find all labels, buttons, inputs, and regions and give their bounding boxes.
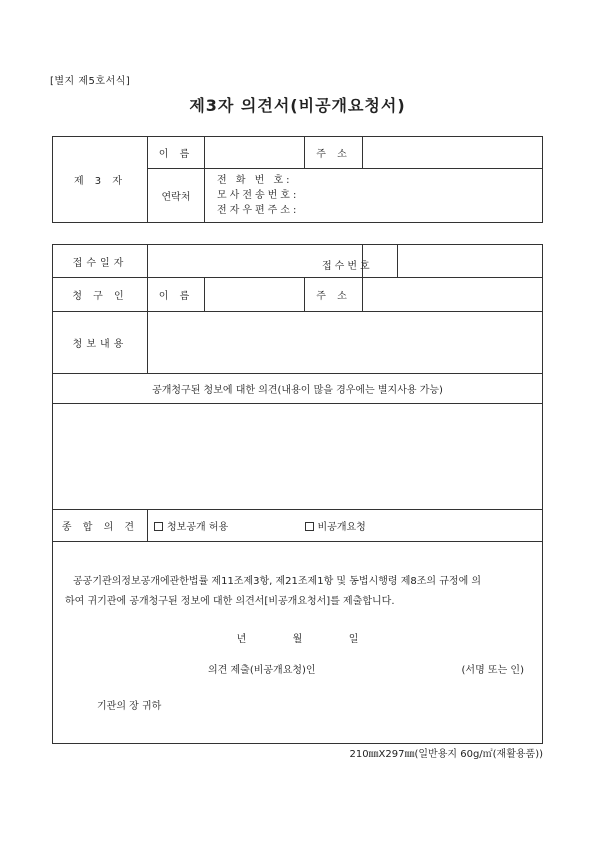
receipt-number-label: 접수번호 — [322, 261, 373, 272]
overall-opinion-options — [148, 510, 543, 542]
email-label: 전자우편주소: — [217, 205, 300, 216]
signature-label: (서명 또는 인) — [461, 665, 524, 676]
third-party-name-label: 이 름 — [148, 137, 205, 169]
statement-line-2: 하여 귀기관에 공개청구된 정보에 대한 의견서[비공개요청서]를 제출합니다. — [65, 596, 395, 607]
date-line: 년 월 일 — [236, 634, 359, 645]
third-party-label: 제 3 자 — [53, 137, 148, 223]
checkbox-disclose[interactable] — [154, 522, 163, 531]
opinion-field[interactable] — [53, 404, 543, 510]
receipt-date-label: 접수일자 — [53, 245, 148, 278]
third-party-name-field[interactable] — [205, 137, 305, 169]
opinion-header: 공개청구된 청보에 대한 의견(내용이 많을 경우에는 별지사용 가능) — [53, 374, 543, 404]
requester-name-label: 이 름 — [148, 278, 205, 312]
receipt-number-field[interactable] — [398, 245, 543, 278]
requester-address-label: 주 소 — [305, 278, 363, 312]
fax-label: 모사전송번호: — [217, 190, 300, 201]
document-title: 제3자 의견서(비공개요청서) — [189, 96, 406, 115]
submitter-line — [53, 661, 542, 681]
checkbox-nondisclose[interactable] — [305, 522, 314, 531]
contact-label: 연락처 — [148, 169, 205, 223]
third-party-table — [52, 136, 543, 223]
paper-spec-footer: 210㎜X297㎜(일반용지 60g/㎡(재활용품)) — [349, 749, 543, 760]
option-disclose[interactable]: 청보공개 허용 — [154, 522, 228, 533]
statement-line-1: 공공기관의정보공개에관한법률 제11조제3항, 제21조제1항 및 동법시행령 제8조의 규정에 의 — [73, 576, 482, 587]
form-number-label: [별지 제5호서식] — [50, 76, 131, 87]
requester-name-field[interactable] — [205, 278, 305, 312]
phone-label: 전 화 번 호: — [217, 175, 293, 186]
overall-opinion-label: 종 합 의 견 — [53, 510, 148, 542]
third-party-address-field[interactable] — [363, 137, 543, 169]
requester-label: 청 구 인 — [53, 278, 148, 312]
info-content-label: 청보내용 — [53, 312, 148, 374]
requester-address-field[interactable] — [363, 278, 543, 312]
third-party-address-label: 주 소 — [305, 137, 363, 169]
info-content-field[interactable] — [148, 312, 543, 374]
option-nondisclose[interactable]: 비공개요청 — [305, 522, 366, 533]
main-form-table — [52, 244, 543, 744]
submitter-label: 의견 제출(비공개요청)인 — [208, 665, 316, 676]
statement-section — [53, 542, 543, 744]
contact-details[interactable] — [205, 169, 543, 223]
recipient-label: 기관의 장 귀하 — [97, 701, 162, 712]
